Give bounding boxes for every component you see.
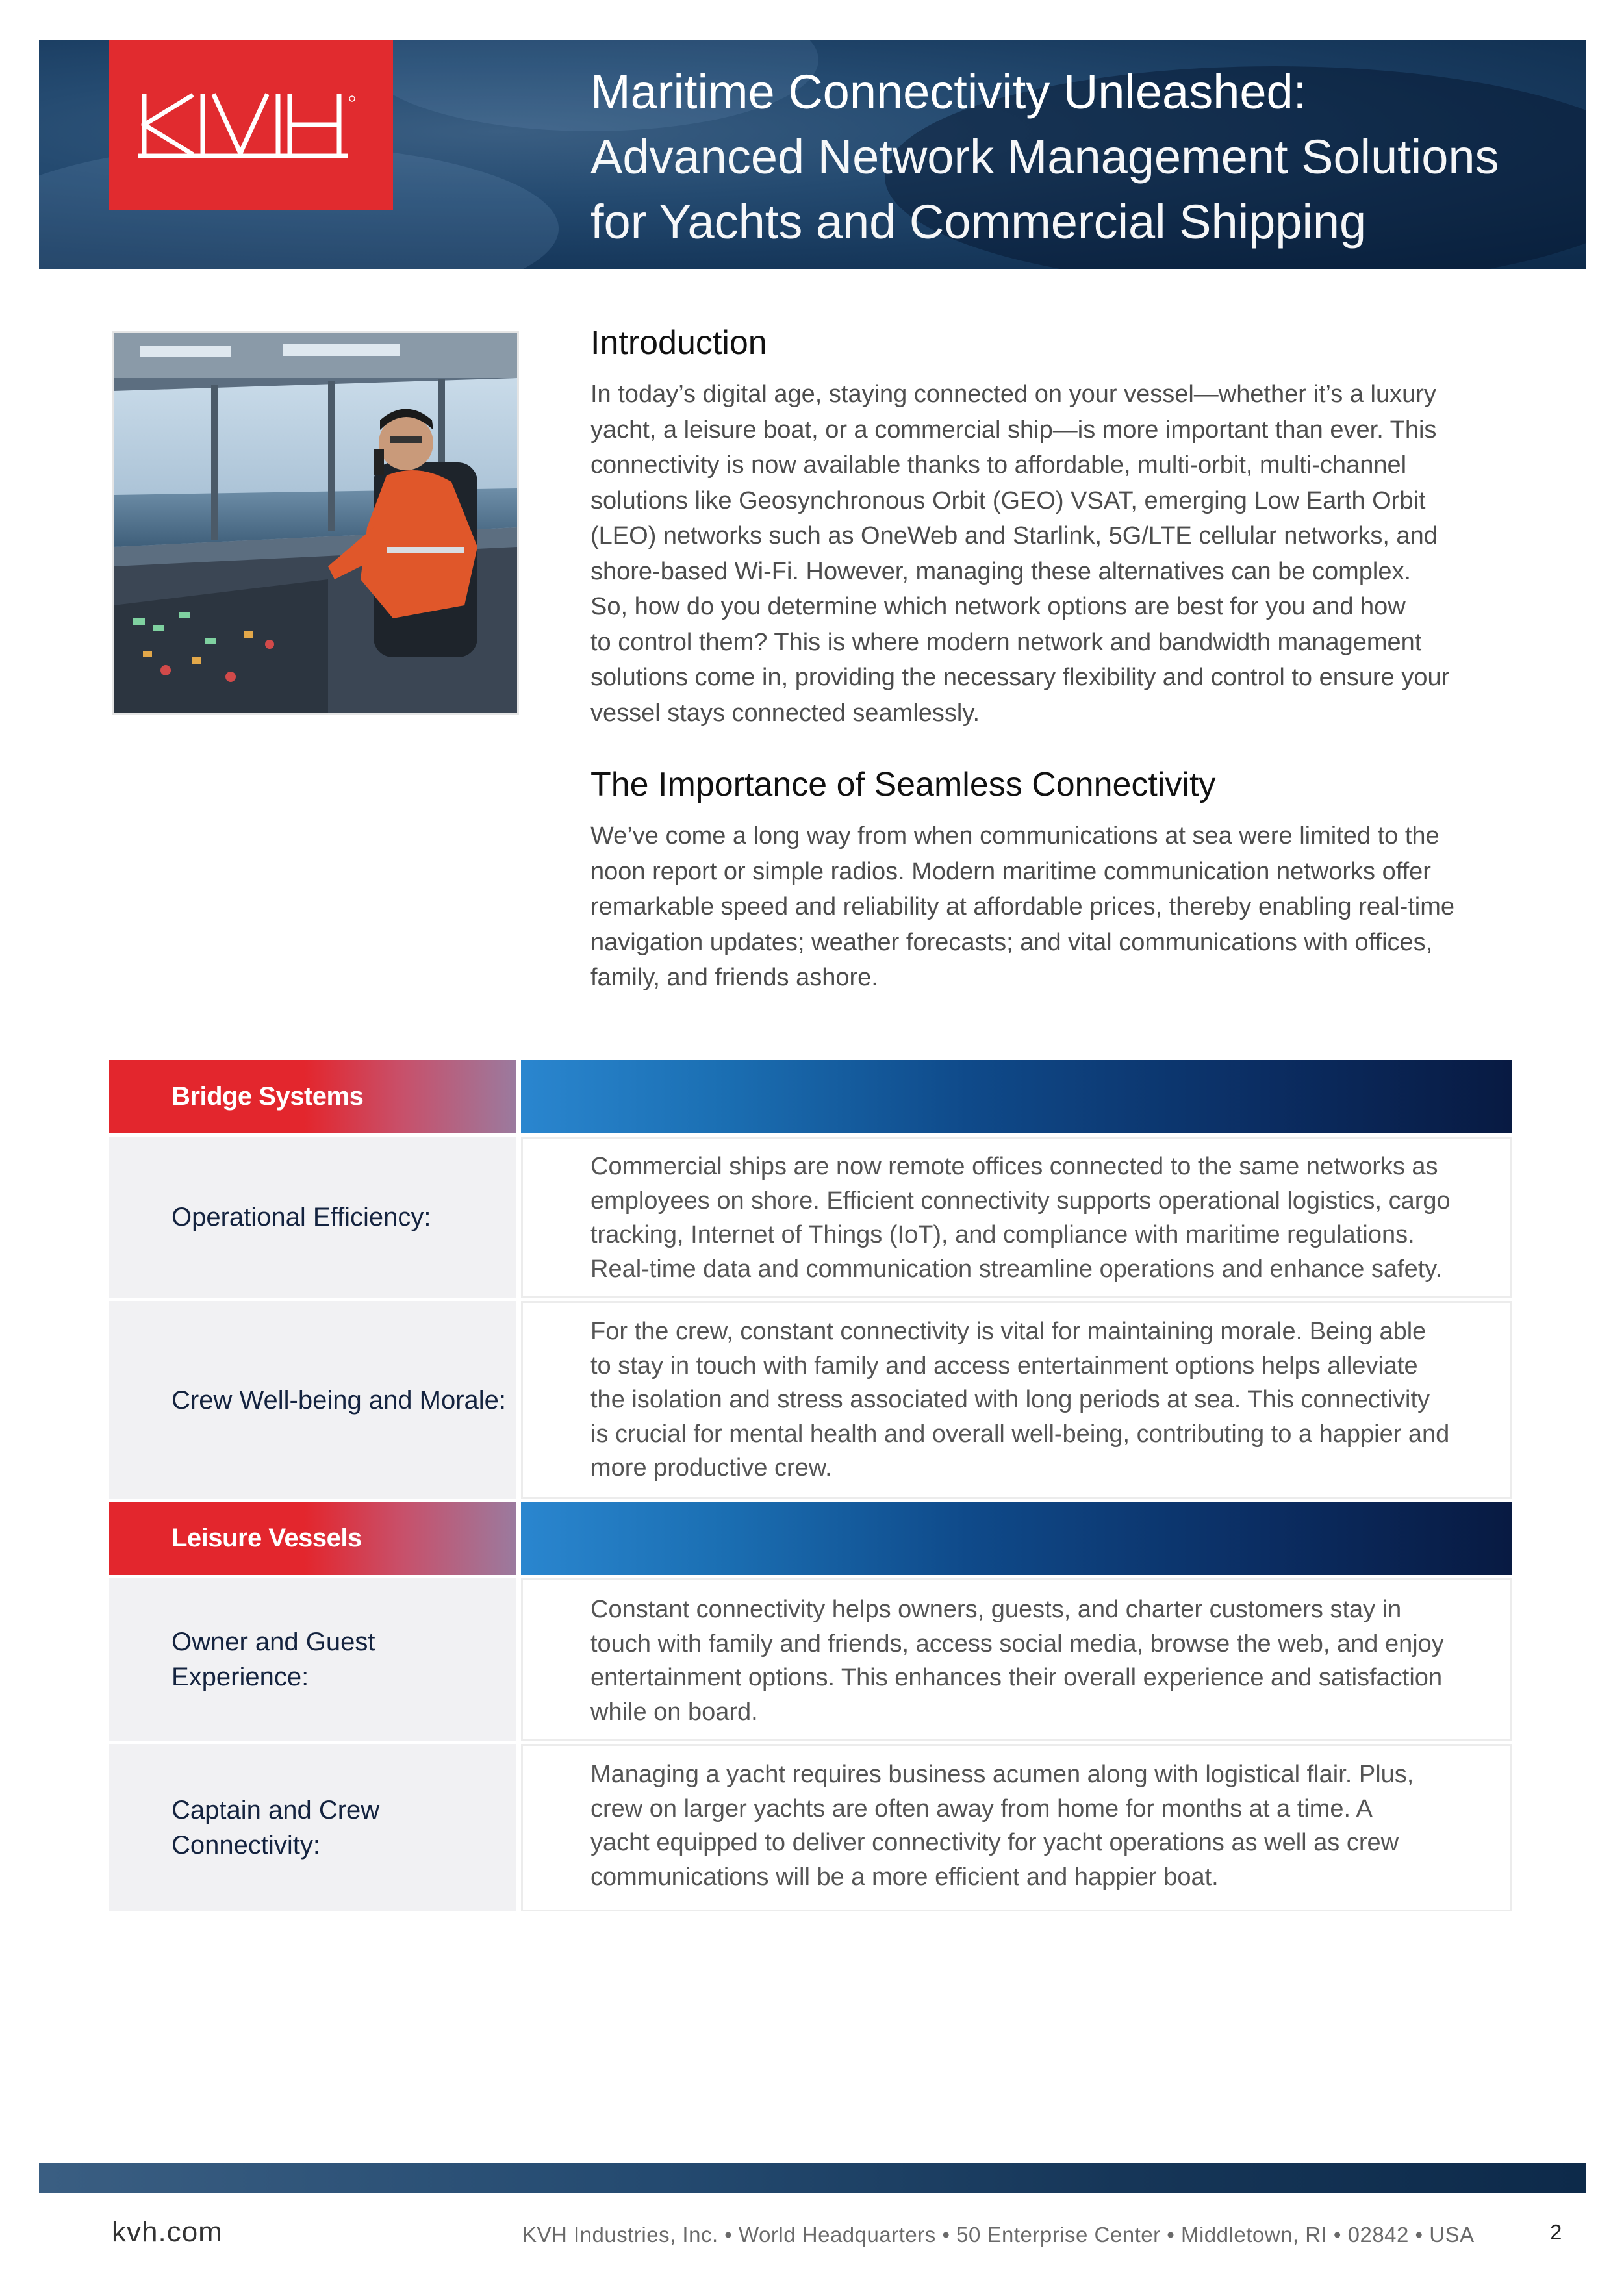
footer-url-link[interactable]: kvh.com — [112, 2216, 223, 2248]
introduction-section — [590, 323, 1513, 362]
intro-line: connectivity is now available thanks to affordable, multi-orbit, multi-channel — [590, 451, 1407, 479]
row3-description — [590, 1593, 1500, 1729]
importance-line: noon report or simple radios. Modern maritime communication networks offer — [590, 857, 1431, 885]
intro-line: solutions come in, providing the necessary flexibility and control to ensure your — [590, 664, 1450, 691]
ship-bridge-photo — [112, 331, 519, 715]
row1-description — [590, 1150, 1500, 1286]
description-line: more productive crew. — [590, 1454, 832, 1482]
footer-banner — [39, 2163, 1586, 2193]
description-line: Constant connectivity helps owners, guests, and charter customers stay in — [590, 1596, 1402, 1623]
intro-line: to control them? This is where modern network and bandwidth management — [590, 628, 1422, 656]
description-line: yacht equipped to deliver connectivity for yacht operations as well as crew — [590, 1829, 1399, 1856]
row2-description — [590, 1315, 1500, 1485]
row-label: Crew Well-being and Morale: — [171, 1385, 507, 1415]
description-line: entertainment options. This enhances their overall experience and satisfaction — [590, 1664, 1443, 1691]
page-title — [590, 60, 1565, 255]
description-line: the isolation and stress associated with long periods at sea. This connectivity — [590, 1386, 1430, 1413]
description-line: employees on shore. Efficient connectivity supports operational logistics, cargo — [590, 1187, 1451, 1215]
kvh-logo-mark — [138, 91, 365, 160]
intro-line: shore-based Wi-Fi. However, managing these alternatives can be complex. — [590, 557, 1412, 585]
intro-line: solutions like Geosynchronous Orbit (GEO) VSAT, emerging Low Earth Orbit — [590, 486, 1426, 514]
importance-section — [590, 765, 1513, 804]
description-line: crew on larger yachts are often away from home for months at a time. A — [590, 1795, 1373, 1823]
introduction-heading: Introduction — [590, 324, 767, 362]
description-line: is crucial for mental health and overall well-being, contributing to a happier and — [590, 1420, 1450, 1448]
title-line-3: for Yachts and Commercial Shipping — [590, 195, 1367, 249]
section-title: Bridge Systems — [171, 1082, 364, 1111]
row4-description — [590, 1758, 1500, 1894]
description-line: communications will be a more efficient and happier boat. — [590, 1863, 1219, 1891]
importance-line: remarkable speed and reliability at affordable prices, thereby enabling real-time — [590, 893, 1455, 920]
intro-line: vessel stays connected seamlessly. — [590, 699, 980, 727]
description-line: Real-time data and communication streamline operations and enhance safety. — [590, 1255, 1443, 1283]
page-number: 2 — [1550, 2220, 1562, 2244]
title-line-2: Advanced Network Management Solutions — [590, 130, 1499, 184]
description-line: Managing a yacht requires business acumen along with logistical flair. Plus, — [590, 1761, 1414, 1788]
section-title: Leisure Vessels — [171, 1524, 362, 1552]
row-label-line: Captain and Crew — [171, 1796, 380, 1824]
importance-body — [590, 818, 1513, 996]
description-line: tracking, Internet of Things (IoT), and compliance with maritime regulations. — [590, 1221, 1415, 1248]
intro-line: yacht, a leisure boat, or a commercial ship—is more important than ever. This — [590, 416, 1437, 444]
row-label: Operational Efficiency: — [171, 1203, 431, 1231]
description-line: to stay in touch with family and access entertainment options helps alleviate — [590, 1352, 1418, 1380]
kvh-logo[interactable] — [109, 40, 393, 210]
footer-address: KVH Industries, Inc. • World Headquarters • 50 Enterprise Center • Middletown, RI • 02842 • USA — [522, 2223, 1475, 2247]
intro-line: So, how do you determine which network options are best for you and how — [590, 593, 1406, 620]
importance-line: family, and friends ashore. — [590, 964, 878, 991]
importance-line: navigation updates; weather forecasts; and vital communications with offices, — [590, 928, 1433, 956]
description-line: For the crew, constant connectivity is vital for maintaining morale. Being able — [590, 1318, 1427, 1345]
intro-line: In today’s digital age, staying connected on your vessel—whether it’s a luxury — [590, 381, 1436, 408]
description-line: Commercial ships are now remote offices connected to the same networks as — [590, 1153, 1438, 1180]
intro-line: (LEO) networks such as OneWeb and Starlink, 5G/LTE cellular networks, and — [590, 522, 1438, 549]
row-label: Owner and Guest Experience: — [171, 1628, 375, 1691]
row-label-line: Connectivity: — [171, 1831, 320, 1860]
title-line-1: Maritime Connectivity Unleashed: — [590, 65, 1307, 119]
description-line: while on board. — [590, 1698, 758, 1726]
section-header-bridge-systems — [109, 1060, 1512, 1133]
description-line: touch with family and friends, access social media, browse the web, and enjoy — [590, 1630, 1444, 1658]
importance-line: We’ve come a long way from when communications at sea were limited to the — [590, 822, 1440, 850]
section-header-leisure-vessels — [109, 1502, 1512, 1575]
introduction-body — [590, 377, 1513, 731]
importance-heading: The Importance of Seamless Connectivity — [590, 766, 1216, 803]
